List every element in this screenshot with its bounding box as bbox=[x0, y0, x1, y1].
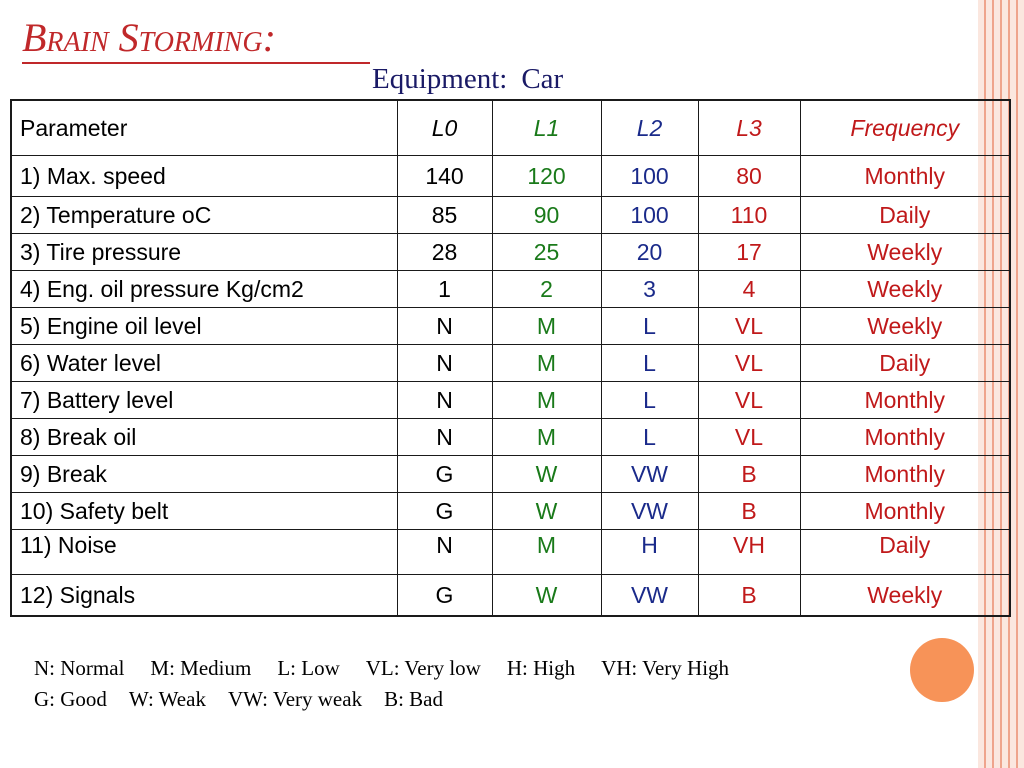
cell-frequency: Weekly bbox=[800, 575, 1010, 617]
cell-l3: 4 bbox=[698, 271, 800, 308]
equipment-value: Car bbox=[521, 63, 564, 95]
cell-l1: W bbox=[492, 456, 601, 493]
cell-l3: VL bbox=[698, 345, 800, 382]
cell-l2: VW bbox=[601, 456, 698, 493]
cell-l2: L bbox=[601, 345, 698, 382]
cell-frequency: Monthly bbox=[800, 382, 1010, 419]
cell-l2: H bbox=[601, 530, 698, 575]
legend-item: G: Good bbox=[34, 687, 107, 711]
cell-l2: 100 bbox=[601, 197, 698, 234]
table-row bbox=[11, 234, 1010, 271]
cell-frequency: Daily bbox=[800, 345, 1010, 382]
cell-l1: 90 bbox=[492, 197, 601, 234]
header-frequency: Frequency bbox=[800, 100, 1010, 156]
cell-l0: N bbox=[397, 308, 492, 345]
cell-l2: 3 bbox=[601, 271, 698, 308]
cell-parameter: 5) Engine oil level bbox=[11, 308, 397, 345]
table-row bbox=[11, 197, 1010, 234]
slide-title: Brain Storming: bbox=[22, 15, 276, 60]
legend-item: M: Medium bbox=[150, 656, 252, 680]
cell-l0: N bbox=[397, 419, 492, 456]
table-header-row bbox=[11, 100, 1010, 156]
cell-l3: 80 bbox=[698, 156, 800, 197]
legend-item: H: High bbox=[506, 656, 576, 680]
table-row bbox=[11, 271, 1010, 308]
decorative-circle bbox=[910, 638, 974, 702]
cell-l0: 28 bbox=[397, 234, 492, 271]
cell-frequency: Monthly bbox=[800, 493, 1010, 530]
legend-item: L: Low bbox=[277, 656, 340, 680]
cell-l0: G bbox=[397, 456, 492, 493]
table-row bbox=[11, 308, 1010, 345]
cell-frequency: Monthly bbox=[800, 419, 1010, 456]
cell-l1: M bbox=[492, 345, 601, 382]
legend-line-2 bbox=[34, 687, 465, 712]
table-row bbox=[11, 345, 1010, 382]
header-l0: L0 bbox=[397, 100, 492, 156]
cell-parameter: 12) Signals bbox=[11, 575, 397, 617]
cell-l3: B bbox=[698, 493, 800, 530]
cell-l3: 110 bbox=[698, 197, 800, 234]
parameter-table bbox=[10, 99, 1011, 617]
cell-frequency: Weekly bbox=[800, 271, 1010, 308]
cell-parameter: 10) Safety belt bbox=[11, 493, 397, 530]
cell-l0: 85 bbox=[397, 197, 492, 234]
cell-parameter: 6) Water level bbox=[11, 345, 397, 382]
cell-l3: B bbox=[698, 575, 800, 617]
legend-item: N: Normal bbox=[34, 656, 125, 680]
cell-l1: W bbox=[492, 493, 601, 530]
cell-l2: 20 bbox=[601, 234, 698, 271]
legend-item: B: Bad bbox=[384, 687, 443, 711]
cell-l1: 2 bbox=[492, 271, 601, 308]
legend-line-1 bbox=[34, 656, 755, 681]
cell-l0: G bbox=[397, 493, 492, 530]
cell-frequency: Monthly bbox=[800, 456, 1010, 493]
cell-l0: N bbox=[397, 345, 492, 382]
cell-l2: L bbox=[601, 382, 698, 419]
table-row bbox=[11, 530, 1010, 575]
cell-frequency: Monthly bbox=[800, 156, 1010, 197]
cell-l1: M bbox=[492, 382, 601, 419]
cell-l3: 17 bbox=[698, 234, 800, 271]
legend-item: W: Weak bbox=[128, 687, 206, 711]
cell-frequency: Weekly bbox=[800, 308, 1010, 345]
legend-item: VW: Very weak bbox=[227, 687, 363, 711]
equipment-label: Equipment: bbox=[372, 63, 508, 95]
table-row bbox=[11, 493, 1010, 530]
cell-l0: 140 bbox=[397, 156, 492, 197]
slide-subtitle bbox=[372, 62, 563, 97]
cell-parameter: 9) Break bbox=[11, 456, 397, 493]
cell-l0: G bbox=[397, 575, 492, 617]
cell-l1: M bbox=[492, 419, 601, 456]
cell-l0: 1 bbox=[397, 271, 492, 308]
cell-l3: VL bbox=[698, 308, 800, 345]
cell-l1: W bbox=[492, 575, 601, 617]
cell-parameter: 2) Temperature oC bbox=[11, 197, 397, 234]
cell-parameter: 7) Battery level bbox=[11, 382, 397, 419]
cell-l1: 120 bbox=[492, 156, 601, 197]
cell-frequency: Weekly bbox=[800, 234, 1010, 271]
table-row bbox=[11, 419, 1010, 456]
header-l1: L1 bbox=[492, 100, 601, 156]
title-underline bbox=[22, 62, 370, 64]
cell-parameter: 3) Tire pressure bbox=[11, 234, 397, 271]
cell-parameter: 1) Max. speed bbox=[11, 156, 397, 197]
cell-l2: VW bbox=[601, 493, 698, 530]
table-row bbox=[11, 575, 1010, 617]
header-parameter: Parameter bbox=[11, 100, 397, 156]
cell-frequency: Daily bbox=[800, 197, 1010, 234]
cell-l3: VH bbox=[698, 530, 800, 575]
cell-l2: L bbox=[601, 419, 698, 456]
table-row bbox=[11, 456, 1010, 493]
cell-l2: L bbox=[601, 308, 698, 345]
cell-l2: VW bbox=[601, 575, 698, 617]
cell-parameter: 4) Eng. oil pressure Kg/cm2 bbox=[11, 271, 397, 308]
cell-frequency: Daily bbox=[800, 530, 1010, 575]
legend-item: VL: Very low bbox=[365, 656, 481, 680]
table-row bbox=[11, 156, 1010, 197]
cell-l3: VL bbox=[698, 382, 800, 419]
cell-parameter: 11) Noise bbox=[11, 530, 397, 575]
cell-l0: N bbox=[397, 530, 492, 575]
cell-l3: B bbox=[698, 456, 800, 493]
header-l2: L2 bbox=[601, 100, 698, 156]
cell-l2: 100 bbox=[601, 156, 698, 197]
cell-parameter: 8) Break oil bbox=[11, 419, 397, 456]
cell-l0: N bbox=[397, 382, 492, 419]
cell-l3: VL bbox=[698, 419, 800, 456]
cell-l1: 25 bbox=[492, 234, 601, 271]
cell-l1: M bbox=[492, 308, 601, 345]
cell-l1: M bbox=[492, 530, 601, 575]
legend-item: VH: Very High bbox=[601, 656, 730, 680]
header-l3: L3 bbox=[698, 100, 800, 156]
table-row bbox=[11, 382, 1010, 419]
